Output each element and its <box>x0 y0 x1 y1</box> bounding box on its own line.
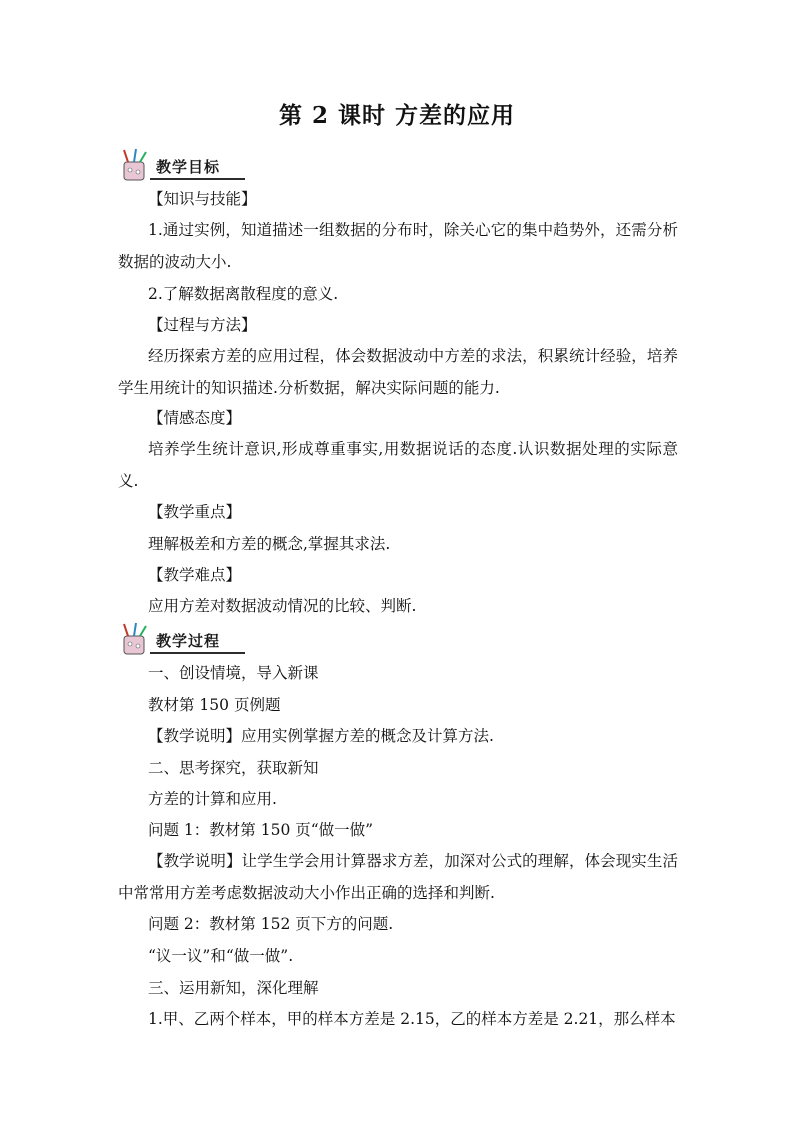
badge-underline <box>150 178 245 180</box>
process-heading: 【过程与方法】 <box>148 316 257 334</box>
teaching-note-2: 【教学说明】让学生学会用计算器求方差，加深对公式的理解，体会现实生活中常常用方差考虑数据波动大小作出正确的选择和判断. <box>118 852 678 902</box>
teaching-note-1: 【教学说明】应用实例掌握方差的概念及计算方法. <box>148 727 494 745</box>
knowledge-item-2: 2.了解数据离散程度的意义. <box>148 285 339 303</box>
emotion-text: 培养学生统计意识,形成尊重事实,用数据说话的态度.认识数据处理的实际意义. <box>118 440 678 490</box>
question-2: 问题 2：教材第 152 页下方的问题. <box>148 915 394 933</box>
pencil-cup-icon <box>118 148 152 184</box>
pencil-cup-icon <box>118 622 152 658</box>
key-heading: 【教学重点】 <box>148 503 242 521</box>
step-3-heading: 三、运用新知，深化理解 <box>148 979 319 997</box>
step-2-heading: 二、思考探究，获取新知 <box>148 759 319 777</box>
key-text: 理解极差和方差的概念,掌握其求法. <box>148 535 391 553</box>
process-text: 经历探索方差的应用过程，体会数据波动中方差的求法，积累统计经验，培养学生用统计的知识描述.分析数据，解决实际问题的能力. <box>118 347 678 397</box>
step-2-text: 方差的计算和应用. <box>148 790 277 808</box>
question-2-text: “议一议”和“做一做”. <box>148 947 294 965</box>
page-title: 第 2 课时 方差的应用 <box>278 102 516 129</box>
step-1-heading: 一、创设情境，导入新课 <box>148 664 319 682</box>
step-1-text: 教材第 150 页例题 <box>148 696 281 714</box>
knowledge-heading: 【知识与技能】 <box>148 190 257 208</box>
badge-underline <box>150 652 245 654</box>
difficult-heading: 【教学难点】 <box>148 566 242 584</box>
exercise-1: 1.甲、乙两个样本，甲的样本方差是 2.15，乙的样本方差是 2.21，那么样本 <box>148 1010 676 1028</box>
section-heading-goals: 教学目标 <box>156 158 221 176</box>
section-badge-process <box>118 622 268 658</box>
knowledge-item-1: 1.通过实例，知道描述一组数据的分布时，除关心它的集中趋势外，还需分析数据的波动大小. <box>118 221 678 271</box>
section-heading-process: 教学过程 <box>156 632 221 650</box>
question-1: 问题 1：教材第 150 页“做一做” <box>148 821 374 839</box>
emotion-heading: 【情感态度】 <box>148 409 242 427</box>
section-badge-goals <box>118 148 268 184</box>
difficult-text: 应用方差对数据波动情况的比较、判断. <box>148 597 417 615</box>
